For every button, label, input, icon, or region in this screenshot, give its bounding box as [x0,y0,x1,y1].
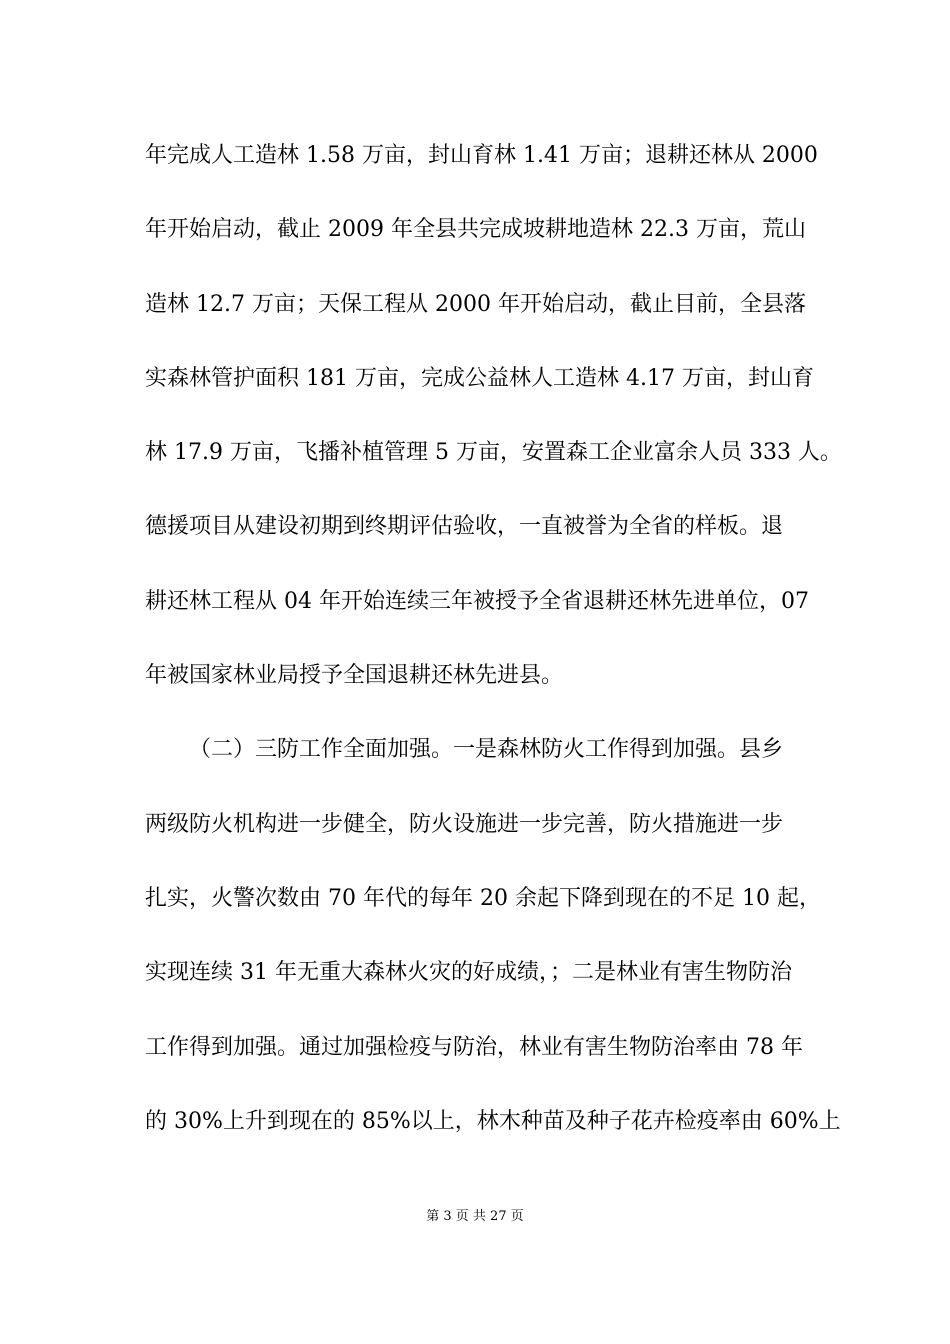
text-line: 年开始启动，截止 2009 年全县共完成坡耕地造林 22.3 万亩，荒山 [145,217,806,243]
text-line: 年完成人工造林 1.58 万亩，封山育林 1.41 万亩；退耕还林从 2000 [145,143,818,168]
paragraph-start-line: （二）三防工作全面加强。一是森林防火工作得到加强。县乡 [189,737,784,763]
text-line: 两级防火机构进一步健全，防火设施进一步完善，防火措施进一步 [145,811,784,837]
text-line: 造林 12.7 万亩；天保工程从 2000 年开始启动，截止目前，全县落 [145,291,806,317]
text-line: 林 17.9 万亩，飞播补植管理 5 万亩，安置森工企业富余人员 333 人。 [145,440,842,466]
text-line: 实现连续 31 年无重大森林火灾的好成绩，；二是林业有害生物防治 [145,960,792,986]
text-line: 的 30%上升到现在的 85%以上，林木种苗及种子花卉检疫率由 60%上 [145,1108,841,1134]
text-line: 扎实，火警次数由 70 年代的每年 20 余起下降到现在的不足 10 起， [145,885,821,911]
text-line: 年被国家林业局授予全国退耕还林先进县。 [145,663,564,689]
text-line: 德援项目从建设初期到终期评估验收，一直被誉为全省的样板。退 [145,514,784,540]
text-line: 工作得到加强。通过加强检疫与防治，林业有害生物防治率由 78 年 [145,1034,803,1060]
text-line: 耕还林工程从 04 年开始连续三年被授予全省退耕还林先进单位，07 [145,588,809,614]
page-number-footer: 第 3 页 共 27 页 [426,1209,524,1224]
text-line: 实森林管护面积 181 万亩，完成公益林人工造林 4.17 万亩，封山育 [145,365,814,391]
body-text [145,134,842,1174]
